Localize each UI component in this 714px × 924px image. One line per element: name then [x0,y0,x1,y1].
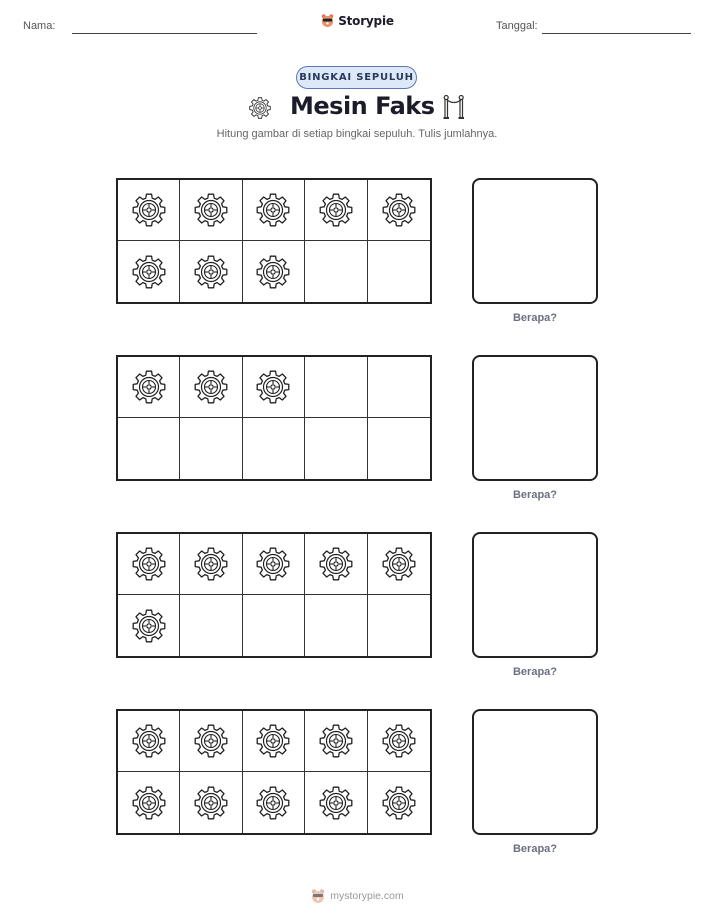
ten-frame-cell [180,711,242,772]
answer-box[interactable] [472,178,598,304]
ten-frame-cell [305,711,367,772]
answer-question-label: Berapa? [512,489,558,501]
title-row [0,92,714,124]
ten-frame-cell [368,711,430,772]
ten-frame-cell [305,534,367,595]
ten-frame-cell [368,180,430,241]
ten-frame-cell [118,418,180,479]
answer-box[interactable] [472,532,598,658]
ten-frame-cell [368,241,430,302]
gear-icon [191,783,231,823]
answer-box[interactable] [472,355,598,481]
brand-name: Storypie [338,13,394,28]
gear-icon [129,252,169,292]
ten-frame-cell [118,772,180,833]
brand-logo [0,13,714,28]
gear-icon [253,252,293,292]
footer-url: mystorypie.com [330,890,404,902]
ten-frame-cell [243,241,305,302]
ten-frame-cell [180,241,242,302]
ten-frame-cell [180,534,242,595]
ten-frame-cell [305,241,367,302]
ten-frame-cell [118,180,180,241]
gear-icon [379,783,419,823]
gear-icon [191,252,231,292]
ten-frame-cell [305,418,367,479]
ten-frame-cell [180,357,242,418]
gear-icon [379,721,419,761]
gear-icon [129,783,169,823]
ten-frame-cell [118,534,180,595]
ten-frame-cell [305,772,367,833]
ten-frame-cell [118,711,180,772]
ten-frame-cell [180,595,242,656]
ten-frame [116,709,432,835]
ten-frame-cell [118,357,180,418]
category-badge: BINGKAI SEPULUH [296,66,417,89]
gear-icon [316,190,356,230]
answer-box[interactable] [472,709,598,835]
gear-icon [129,190,169,230]
ten-frame-cell [305,357,367,418]
gear-icon [191,367,231,407]
answer-question-label: Berapa? [512,843,558,855]
ten-frame-cell [243,595,305,656]
gear-icon [316,544,356,584]
gear-icon [379,190,419,230]
ten-frame-cell [368,595,430,656]
ten-frame-cell [243,180,305,241]
answer-question-label: Berapa? [512,666,558,678]
ten-frame-cell [243,772,305,833]
ten-frame-cell [243,357,305,418]
instructions: Hitung gambar di setiap bingkai sepuluh. Tulis jumlahnya. [216,128,498,140]
page-title: Mesin Faks [290,92,435,120]
ten-frame-cell [243,534,305,595]
mascot-icon [320,13,335,28]
gear-icon [316,783,356,823]
ten-frame [116,532,432,658]
gear-icon [191,190,231,230]
ten-frame-cell [368,534,430,595]
footer [0,888,714,904]
gear-icon [316,721,356,761]
gear-icon [253,721,293,761]
ten-frame-cell [180,418,242,479]
gear-icon [191,721,231,761]
ten-frame-cell [368,357,430,418]
date-label: Tanggal: [496,20,538,32]
date-line[interactable] [542,33,691,34]
gear-icon [253,783,293,823]
gear-icon [253,544,293,584]
ten-frame-cell [118,595,180,656]
ten-frame-cell [180,772,242,833]
ten-frame-cell [118,241,180,302]
mascot-icon [310,888,326,904]
ten-frame-cell [243,418,305,479]
gear-icon [191,544,231,584]
ten-frame-cell [368,772,430,833]
gear-icon [379,544,419,584]
gear-icon [129,544,169,584]
gear-icon [129,367,169,407]
ten-frame-cell [305,180,367,241]
gear-icon [253,367,293,407]
gear-icon [129,606,169,646]
ten-frame-cell [180,180,242,241]
name-label: Nama: [23,20,56,32]
rope-barrier-icon [440,94,468,120]
ten-frame [116,355,432,481]
gear-icon [247,95,273,121]
gear-icon [129,721,169,761]
ten-frame-cell [243,711,305,772]
ten-frame-cell [368,418,430,479]
answer-question-label: Berapa? [512,312,558,324]
name-line[interactable] [72,33,257,34]
ten-frame-cell [305,595,367,656]
ten-frame [116,178,432,304]
gear-icon [253,190,293,230]
